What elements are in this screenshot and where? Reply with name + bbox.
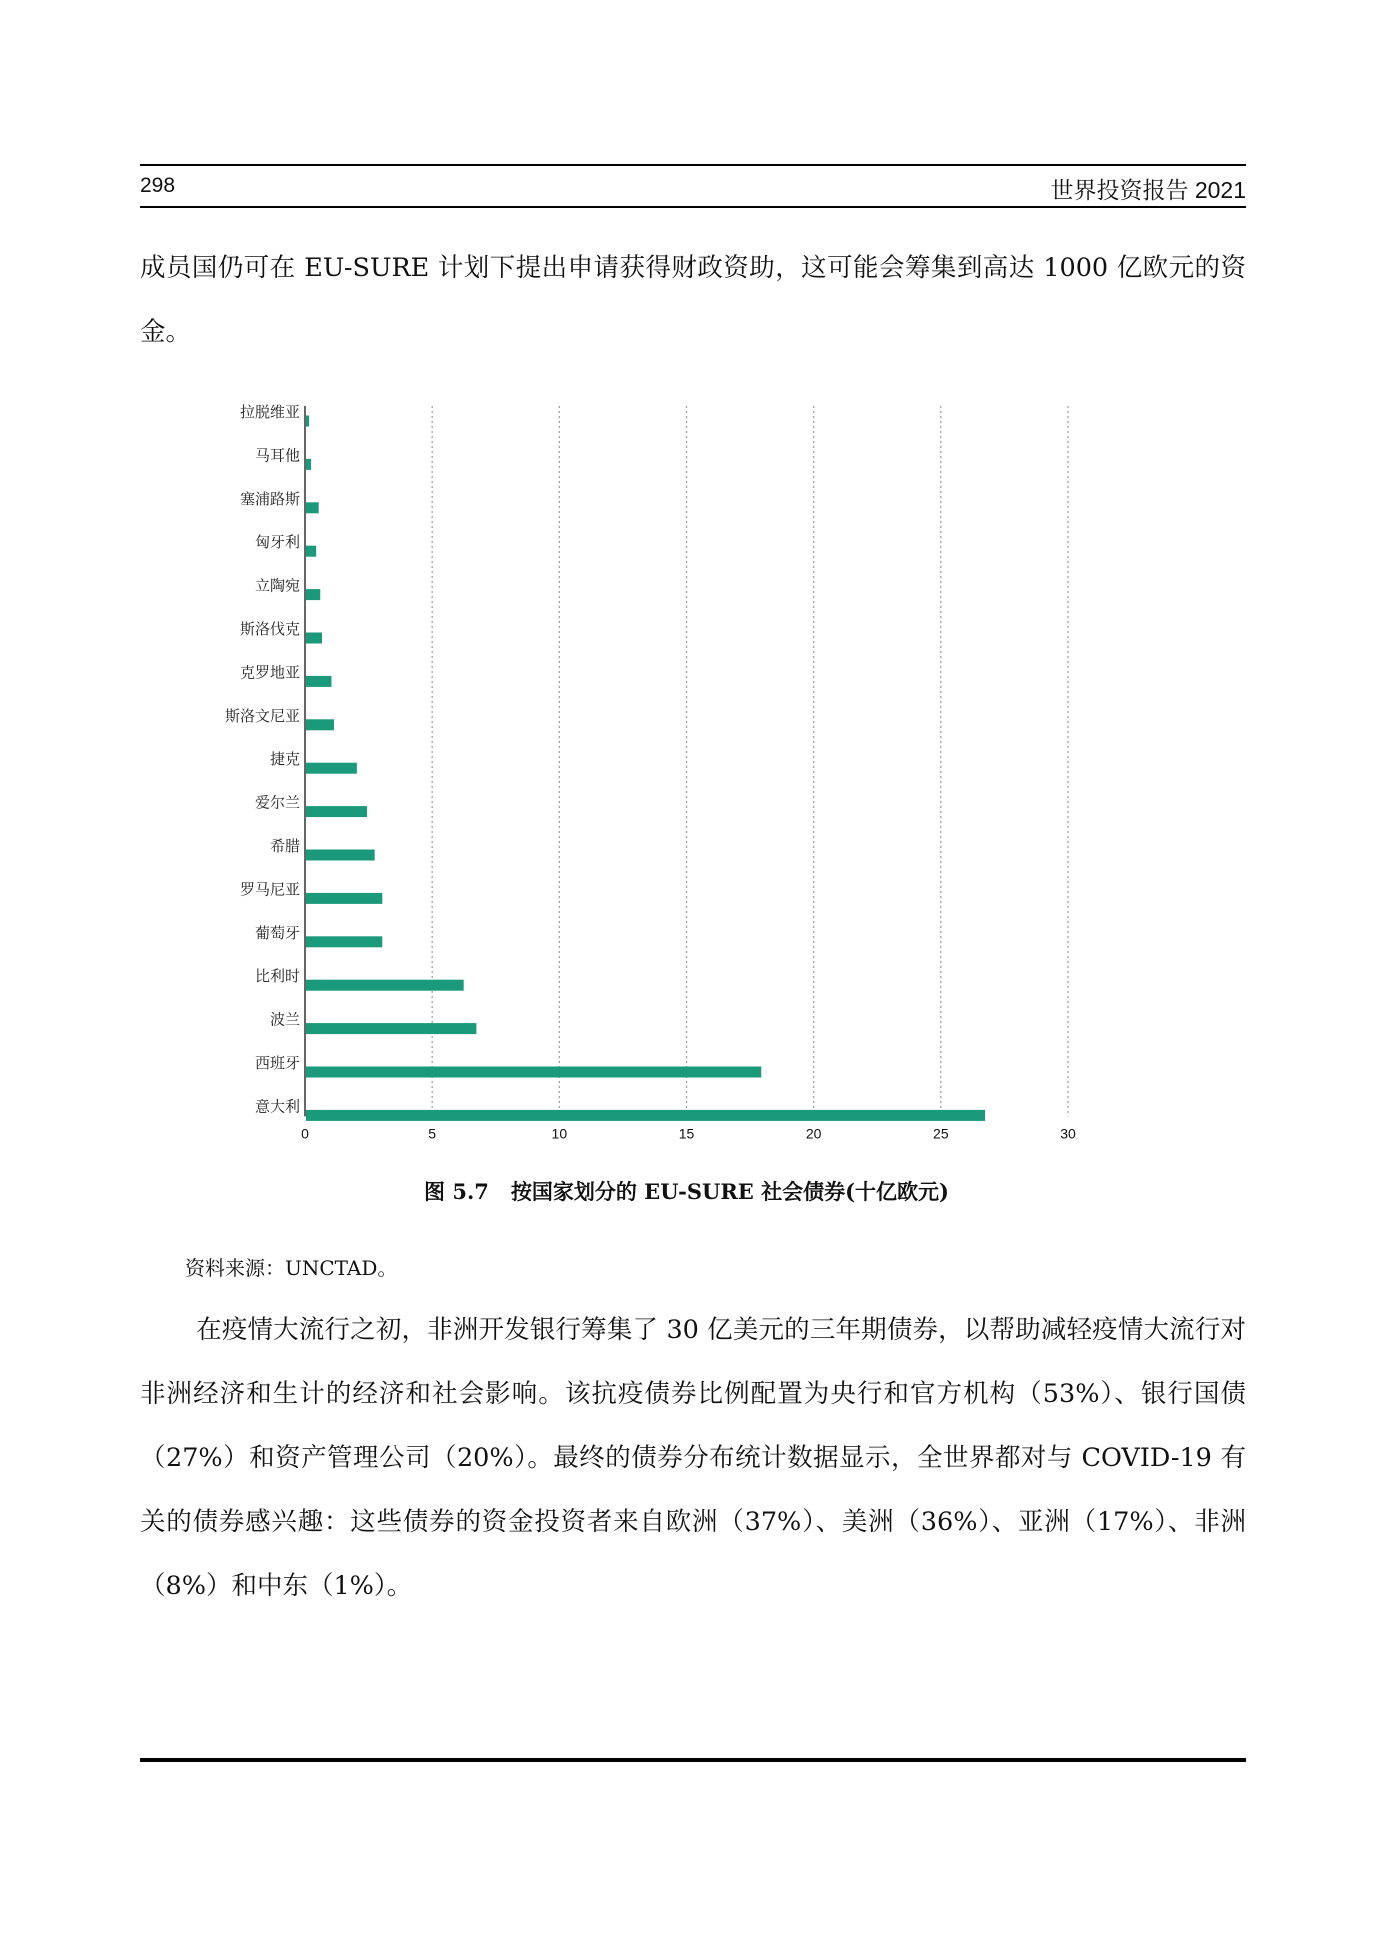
paragraph-bottom bbox=[140, 1298, 1246, 1618]
x-tick-label: 25 bbox=[933, 1125, 949, 1142]
category-label: 匈牙利 bbox=[254, 533, 300, 552]
category-label: 罗马尼亚 bbox=[239, 880, 300, 899]
category-label: 克罗地亚 bbox=[239, 663, 300, 682]
bar bbox=[306, 850, 375, 861]
bar bbox=[306, 502, 319, 513]
category-label: 捷克 bbox=[269, 750, 300, 769]
category-label: 拉脱维亚 bbox=[239, 403, 300, 421]
category-label: 马耳他 bbox=[254, 446, 300, 465]
x-tick-label: 0 bbox=[301, 1125, 309, 1142]
bar bbox=[306, 806, 367, 817]
figure-label: 图 5.7 bbox=[424, 1179, 489, 1204]
bar bbox=[306, 936, 382, 947]
category-label: 塞浦路斯 bbox=[239, 489, 300, 508]
paragraph-top: 成员国仍可在 EU-SURE 计划下提出申请获得财政资助，这可能会筹集到高达 1000 亿欧元的资金。 bbox=[140, 253, 1246, 347]
bar bbox=[306, 763, 357, 774]
bar bbox=[306, 1023, 476, 1034]
category-label: 西班牙 bbox=[254, 1054, 300, 1072]
category-label: 斯洛伐克 bbox=[239, 620, 300, 638]
bar bbox=[306, 893, 382, 904]
bar bbox=[306, 589, 320, 600]
x-tick-label: 30 bbox=[1060, 1125, 1076, 1142]
category-label: 葡萄牙 bbox=[254, 923, 300, 942]
figure-source: 资料来源：UNCTAD。 bbox=[185, 1256, 398, 1280]
category-label: 斯洛文尼亚 bbox=[224, 706, 300, 725]
bar bbox=[306, 1110, 985, 1121]
bar bbox=[306, 546, 316, 557]
figure-title: 按国家划分的 EU-SURE 社会债券(十亿欧元) bbox=[510, 1179, 949, 1204]
x-tick-label: 20 bbox=[805, 1125, 822, 1142]
category-label: 立陶宛 bbox=[254, 576, 300, 595]
bar bbox=[306, 676, 331, 687]
footer-rule bbox=[140, 1758, 1246, 1762]
category-label: 比利时 bbox=[254, 967, 300, 986]
bar bbox=[306, 980, 464, 991]
bar bbox=[306, 416, 309, 427]
category-label: 爱尔兰 bbox=[254, 793, 300, 812]
figure-caption bbox=[0, 1176, 1373, 1206]
x-tick-label: 15 bbox=[678, 1125, 695, 1142]
bar bbox=[306, 719, 334, 730]
category-label: 希腊 bbox=[269, 837, 300, 855]
bar bbox=[306, 1067, 761, 1078]
running-title: 世界投资报告 2021 bbox=[1050, 177, 1246, 203]
x-tick-label: 10 bbox=[551, 1125, 568, 1142]
page-number: 298 bbox=[140, 174, 176, 197]
bar bbox=[306, 633, 322, 644]
category-label: 意大利 bbox=[254, 1097, 300, 1116]
category-label: 波兰 bbox=[269, 1010, 300, 1029]
bar bbox=[306, 459, 311, 470]
x-tick-label: 5 bbox=[428, 1125, 437, 1142]
paragraph-bottom-text: 在疫情大流行之初，非洲开发银行筹集了 30 亿美元的三年期债券，以帮助减轻疫情大流行对非洲经济和生计的经济和社会影响。该抗疫债券比例配置为央行和官方机构（53%）、银行国债（27%）和资产管理公司（20%）。最终的债券分布统计数据显示，全世界都对与 COVID-19 有关的债券感兴趣：这些债券的资金投资者来自欧洲（37%）、美洲（36%）、亚洲（17%）、非洲（8%）和中东（1%）。 bbox=[140, 1315, 1246, 1601]
